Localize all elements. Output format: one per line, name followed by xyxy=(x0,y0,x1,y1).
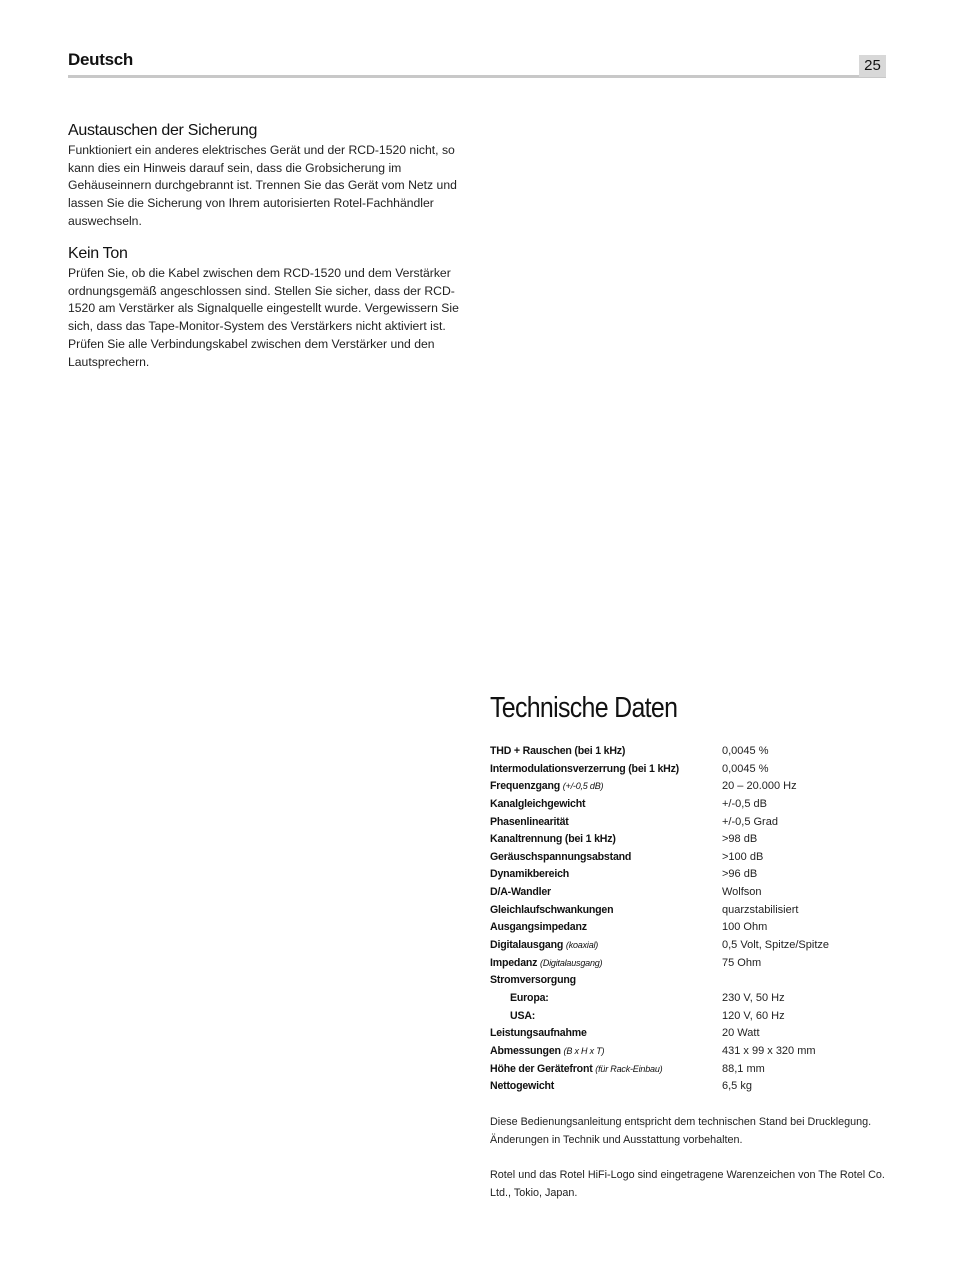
spec-row xyxy=(490,1078,890,1096)
spec-row xyxy=(490,1061,890,1079)
spec-row xyxy=(490,937,890,955)
spec-value: 0,5 Volt, Spitze/Spitze xyxy=(722,939,830,952)
spec-label: Höhe der Gerätefront (für Rack-Einbau) xyxy=(490,1062,663,1075)
spec-row xyxy=(490,919,890,937)
section-body: Funktioniert ein anderes elektrisches Gerät und der RCD-1520 nicht, so kann dies ein Hinweis darauf sein, dass die Grobsicherung im Gehäuseinnern durchgebrannt ist. Trennen Sie das Gerät vom Netz und lassen Sie die Sicherung von Ihrem autorisierten Rotel-Fachhändler auswechseln. xyxy=(68,143,457,228)
section-fuse-replacement xyxy=(68,122,468,231)
spec-value: 6,5 kg xyxy=(722,1080,752,1093)
spec-value: >96 dB xyxy=(722,868,758,881)
spec-value: 88,1 mm xyxy=(722,1062,765,1075)
spec-value: >100 dB xyxy=(722,850,764,863)
spec-label: THD + Rauschen (bei 1 kHz) xyxy=(490,745,626,757)
spec-row xyxy=(490,796,890,814)
spec-label: Dynamikbereich xyxy=(490,868,570,881)
spec-value: 0,0045 % xyxy=(722,745,769,757)
spec-label: Europa: xyxy=(510,991,549,1004)
spec-label: Digitalausgang (koaxial) xyxy=(490,939,599,952)
spec-label: Leistungsaufnahme xyxy=(490,1027,587,1040)
spec-note: (B x H x T) xyxy=(563,1045,605,1056)
spec-row xyxy=(490,849,890,867)
spec-value: 230 V, 50 Hz xyxy=(722,991,785,1004)
spec-label: Gleichlaufschwankungen xyxy=(490,903,614,916)
spec-label: Impedanz (Digitalausgang) xyxy=(490,956,603,969)
spec-label: USA: xyxy=(510,1009,536,1022)
spec-value: 20 – 20.000 Hz xyxy=(722,780,797,793)
spec-list xyxy=(490,743,890,1096)
spec-value: 0,0045 % xyxy=(722,762,769,775)
spec-row xyxy=(490,1008,890,1026)
spec-note: (Digitalausgang) xyxy=(540,957,603,968)
spec-row xyxy=(490,1025,890,1043)
spec-label: D/A-Wandler xyxy=(490,886,551,899)
spec-label: Kanalgleichgewicht xyxy=(490,797,586,810)
spec-value: 431 x 99 x 320 mm xyxy=(722,1044,816,1057)
spec-value: >98 dB xyxy=(722,833,758,846)
spec-note: (+/-0,5 dB) xyxy=(562,781,604,792)
spec-value: 75 Ohm xyxy=(722,956,762,969)
section-body: Prüfen Sie, ob die Kabel zwischen dem RCD-1520 und dem Verstärker ordnungsgemäß angeschlossen sind. Stellen Sie sicher, dass der RCD-1520 am Verstärker als Signalquelle eingestellt wurde. Vergewissern Sie sich, dass das Tape-Monitor-System des Verstärkers nicht aktiviert ist. Prüfen Sie alle Verbindungskabel zwischen dem Verstärker und den Lautsprechern. xyxy=(68,266,459,369)
spec-label: Nettogewicht xyxy=(490,1080,555,1093)
spec-row xyxy=(490,1043,890,1061)
spec-row xyxy=(490,955,890,973)
spec-row xyxy=(490,743,890,761)
spec-note: (koaxial) xyxy=(565,940,599,951)
specs-title: Technische Daten xyxy=(490,692,678,724)
spec-label: Ausgangsimpedanz xyxy=(490,921,587,934)
spec-value: Wolfson xyxy=(722,886,762,899)
spec-value: 100 Ohm xyxy=(722,921,768,934)
spec-label: Kanaltrennung (bei 1 kHz) xyxy=(490,833,616,846)
spec-value: quarzstabilisiert xyxy=(722,903,799,916)
section-no-sound xyxy=(68,245,468,371)
spec-label: Intermodulationsverzerrung (bei 1 kHz) xyxy=(490,762,680,775)
spec-row xyxy=(490,902,890,920)
spec-row xyxy=(490,972,890,990)
spec-value: +/-0,5 Grad xyxy=(722,815,778,828)
section-heading: Austauschen der Sicherung xyxy=(68,122,258,139)
spec-label: Frequenzgang (+/-0,5 dB) xyxy=(490,780,604,793)
spec-label: Phasenlinearität xyxy=(490,815,569,828)
page-number: 25 xyxy=(859,55,886,77)
spec-row xyxy=(490,761,890,779)
header-divider xyxy=(68,75,886,78)
spec-value: 120 V, 60 Hz xyxy=(722,1009,785,1022)
section-heading: Kein Ton xyxy=(68,245,128,262)
spec-label: Geräuschspannungsabstand xyxy=(490,850,632,863)
spec-row xyxy=(490,831,890,849)
spec-row xyxy=(490,778,890,796)
spec-row xyxy=(490,866,890,884)
section-language-label: Deutsch xyxy=(68,50,133,69)
spec-value: 20 Watt xyxy=(722,1027,760,1040)
spec-row xyxy=(490,884,890,902)
trademark-notice: Rotel und das Rotel HiFi-Logo sind eingetragene Warenzeichen von The Rotel Co. Ltd., Tokio, Japan. xyxy=(490,1169,885,1199)
spec-label: Abmessungen (B x H x T) xyxy=(490,1044,605,1057)
spec-label: Stromversorgung xyxy=(490,974,576,987)
technical-notice: Diese Bedienungsanleitung entspricht dem technischen Stand bei Drucklegung. Änderungen in Technik und Ausstattung vorbehalten. xyxy=(490,1116,872,1146)
spec-row xyxy=(490,814,890,832)
spec-row xyxy=(490,990,890,1008)
spec-note: (für Rack-Einbau) xyxy=(595,1063,663,1074)
spec-value: +/-0,5 dB xyxy=(722,797,767,810)
